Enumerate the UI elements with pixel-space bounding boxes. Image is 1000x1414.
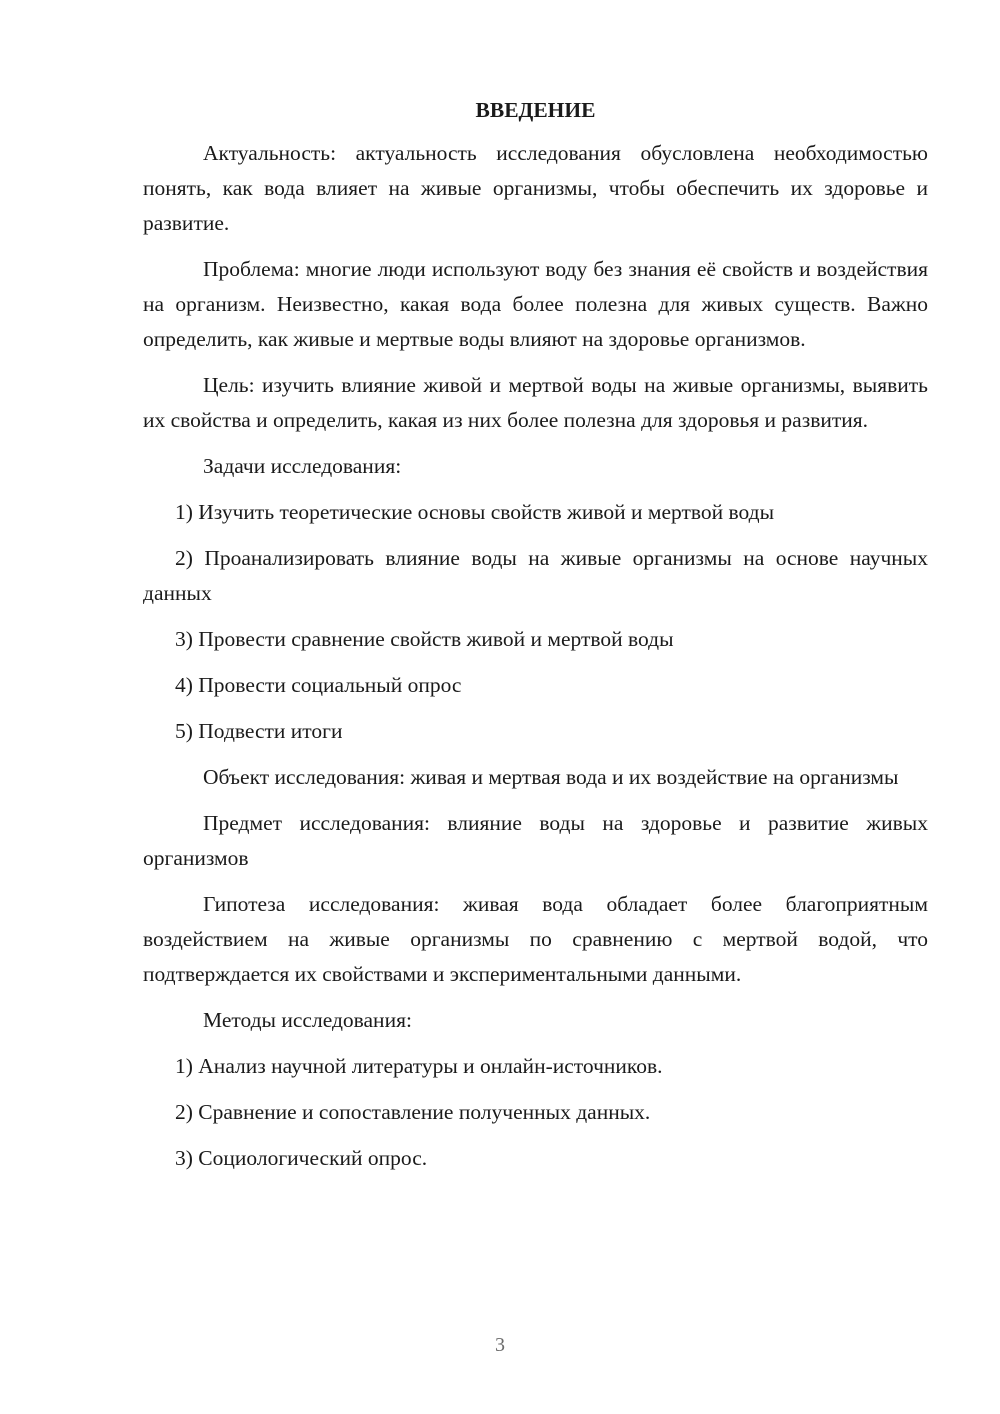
object-paragraph: Объект исследования: живая и мертвая вода и их воздействие на организмы — [203, 765, 899, 789]
hypothesis-paragraph: Гипотеза исследования: живая вода обладает более благоприятным воздействием на живые организмы по сравнению с мертвой водой, что подтверждается их свойствами и экспериментальными данными. — [143, 892, 928, 986]
task-item-4: 4) Провести социальный опрос — [175, 673, 462, 697]
goal-paragraph: Цель: изучить влияние живой и мертвой воды на живые организмы, выявить их свойства и определить, какая из них более полезна для здоровья и развития. — [143, 373, 928, 432]
page-number: 3 — [495, 1334, 505, 1356]
document-page — [143, 95, 928, 1187]
relevance-paragraph: Актуальность: актуальность исследования обусловлена необходимостью понять, как вода влияет на живые организмы, чтобы обеспечить их здоровье и развитие. — [143, 141, 928, 235]
page-title: ВВЕДЕНИЕ — [475, 98, 596, 122]
task-item-5: 5) Подвести итоги — [175, 719, 343, 743]
tasks-title: Задачи исследования: — [203, 454, 402, 478]
task-item-2: 2) Проанализировать влияние воды на живые организмы на основе научных данных — [143, 546, 928, 605]
methods-title: Методы исследования: — [203, 1008, 412, 1032]
subject-paragraph: Предмет исследования: влияние воды на здоровье и развитие живых организмов — [143, 811, 928, 870]
method-item-1: 1) Анализ научной литературы и онлайн-источников. — [175, 1054, 663, 1078]
method-item-2: 2) Сравнение и сопоставление полученных данных. — [175, 1100, 651, 1124]
problem-paragraph: Проблема: многие люди используют воду без знания её свойств и воздействия на организм. Неизвестно, какая вода более полезна для живых существ. Важно определить, как живые и мертвые воды влияют на здоровье организмов. — [143, 257, 928, 351]
task-item-3: 3) Провести сравнение свойств живой и мертвой воды — [175, 627, 674, 651]
task-item-1: 1) Изучить теоретические основы свойств живой и мертвой воды — [175, 500, 775, 524]
method-item-3: 3) Социологический опрос. — [175, 1146, 428, 1170]
